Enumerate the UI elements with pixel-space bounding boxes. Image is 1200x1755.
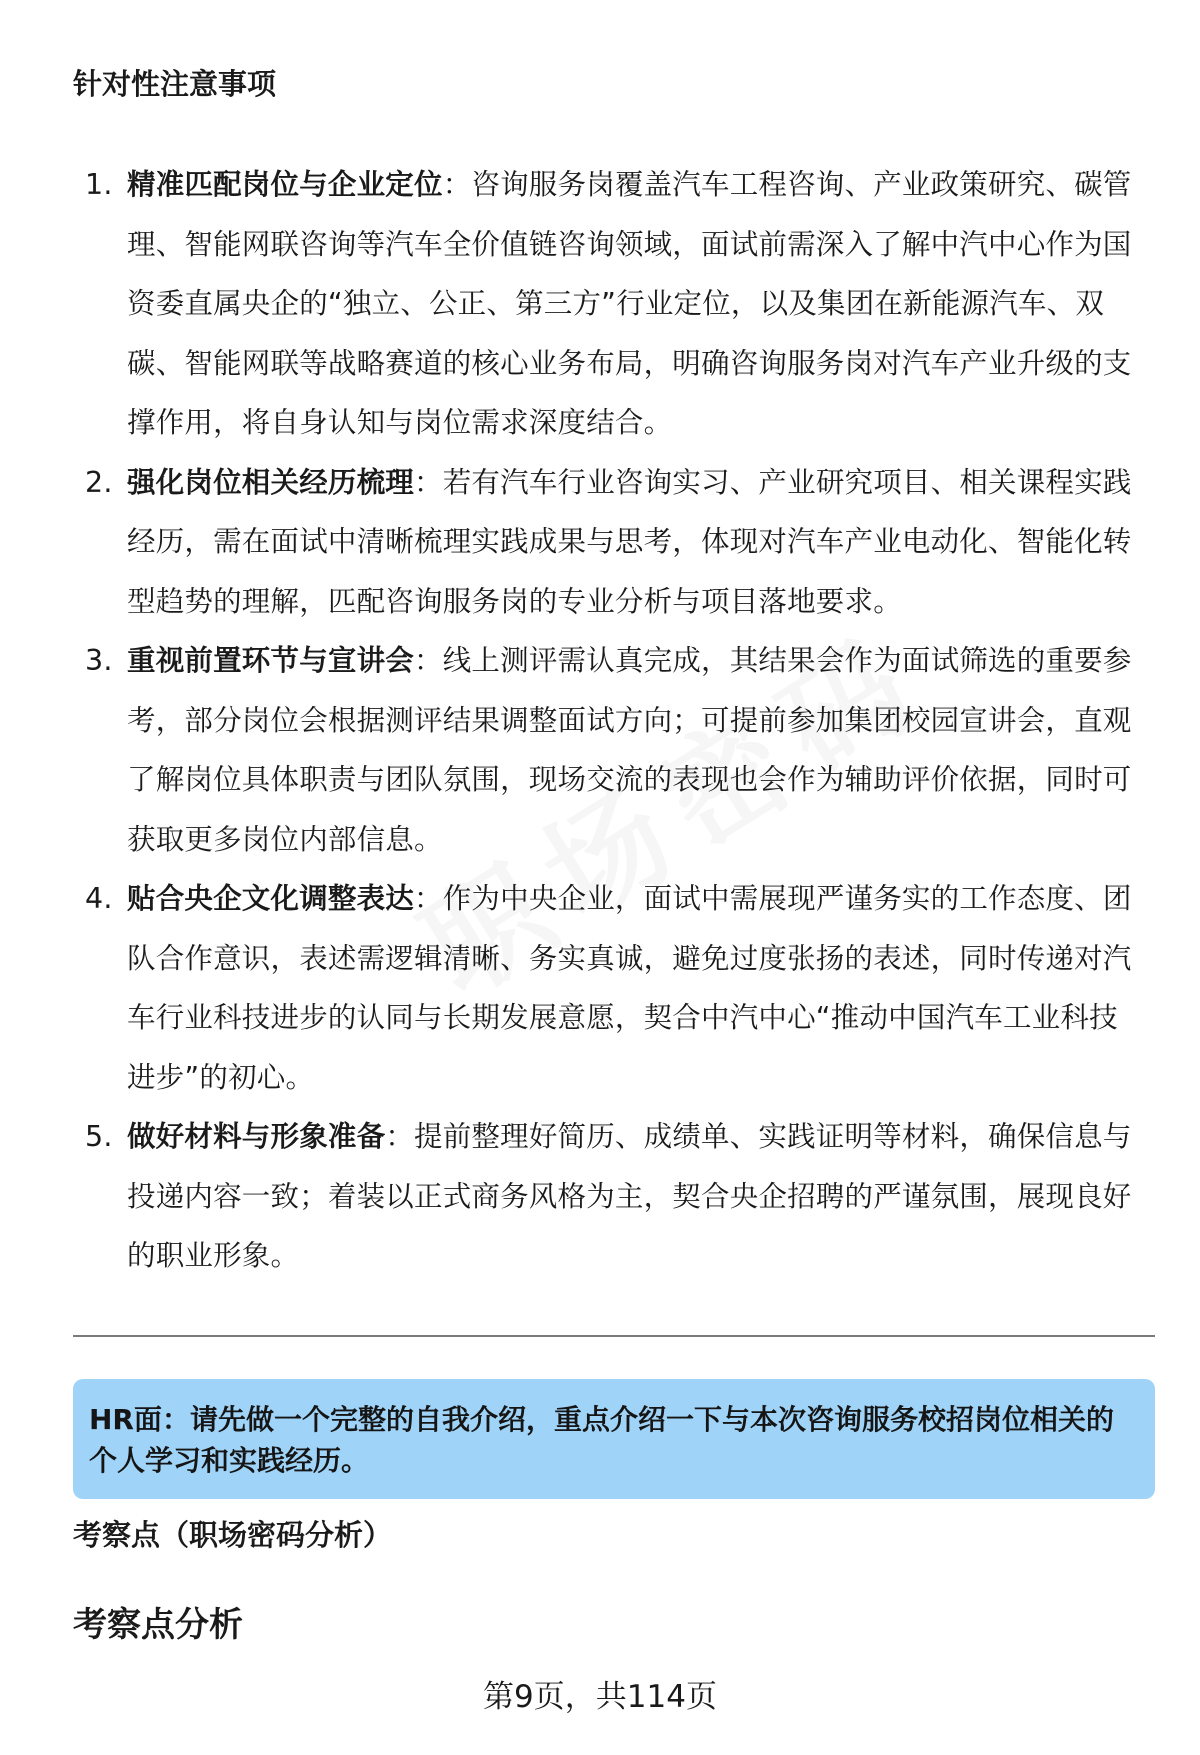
tip-number: 2. — [85, 465, 113, 499]
tips-list — [0, 155, 1200, 1286]
tip-item-2 — [0, 453, 1200, 632]
tip-body: ：若有汽车行业咨询实习、产业研究项目、相关课程实践经历，需在面试中清晰梳理实践成果与思考，体现对汽车产业电动化、智能化转型趋势的理解，匹配咨询服务岗的专业分析与项目落地要求。 — [127, 465, 1132, 618]
tip-item-4 — [0, 869, 1200, 1107]
tip-item-5 — [0, 1107, 1200, 1286]
hr-question-text: HR面：请先做一个完整的自我介绍，重点介绍一下与本次咨询服务校招岗位相关的个人学习和实践经历。 — [89, 1403, 1114, 1477]
tip-title: 重视前置环节与宣讲会 — [127, 644, 415, 677]
tip-title: 强化岗位相关经历梳理 — [127, 465, 415, 499]
tip-body: ：提前整理好简历、成绩单、实践证明等材料，确保信息与投递内容一致；着装以正式商务风格为主，契合央企招聘的严谨氛围，展现良好的职业形象。 — [127, 1120, 1132, 1272]
hr-question-box — [73, 1379, 1155, 1499]
section-title: 针对性注意事项 — [73, 67, 277, 101]
assessment-point-heading: 考察点（职场密码分析） — [73, 1518, 393, 1552]
tip-number: 4. — [85, 882, 113, 915]
tip-body: ：咨询服务岗覆盖汽车工程咨询、产业政策研究、碳管理、智能网联咨询等汽车全价值链咨询领域，面试前需深入了解中汽中心作为国资委直属央企的“独立、公正、第三方”行业定位，以及集团在新能源汽车、双碳、智能网联等战略赛道的核心业务布局，明确咨询服务岗对汽车产业升级的支撑作用，将自身认知与岗位需求深度结合。 — [127, 168, 1132, 439]
section-divider — [73, 1335, 1155, 1337]
tip-number: 3. — [85, 644, 113, 677]
analysis-heading: 考察点分析 — [73, 1605, 243, 1645]
tip-title: 贴合央企文化调整表达 — [127, 882, 415, 915]
tip-body: ：作为中央企业，面试中需展现严谨务实的工作态度、团队合作意识，表述需逻辑清晰、务实真诚，避免过度张扬的表述，同时传递对汽车行业科技进步的认同与长期发展意愿，契合中汽中心“推动中国汽车工业科技进步”的初心。 — [127, 882, 1132, 1094]
tip-item-1 — [0, 155, 1200, 453]
tip-body: ：线上测评需认真完成，其结果会作为面试筛选的重要参考，部分岗位会根据测评结果调整面试方向；可提前参加集团校园宣讲会，直观了解岗位具体职责与团队氛围，现场交流的表现也会作为辅助评价依据，同时可获取更多岗位内部信息。 — [127, 644, 1132, 856]
tip-item-3 — [0, 631, 1200, 869]
page-number: 第9页，共114页 — [483, 1679, 717, 1715]
tip-title: 做好材料与形象准备 — [127, 1120, 386, 1153]
tip-title: 精准匹配岗位与企业定位 — [127, 168, 443, 201]
tip-number: 5. — [85, 1120, 113, 1153]
tip-number: 1. — [85, 168, 113, 201]
